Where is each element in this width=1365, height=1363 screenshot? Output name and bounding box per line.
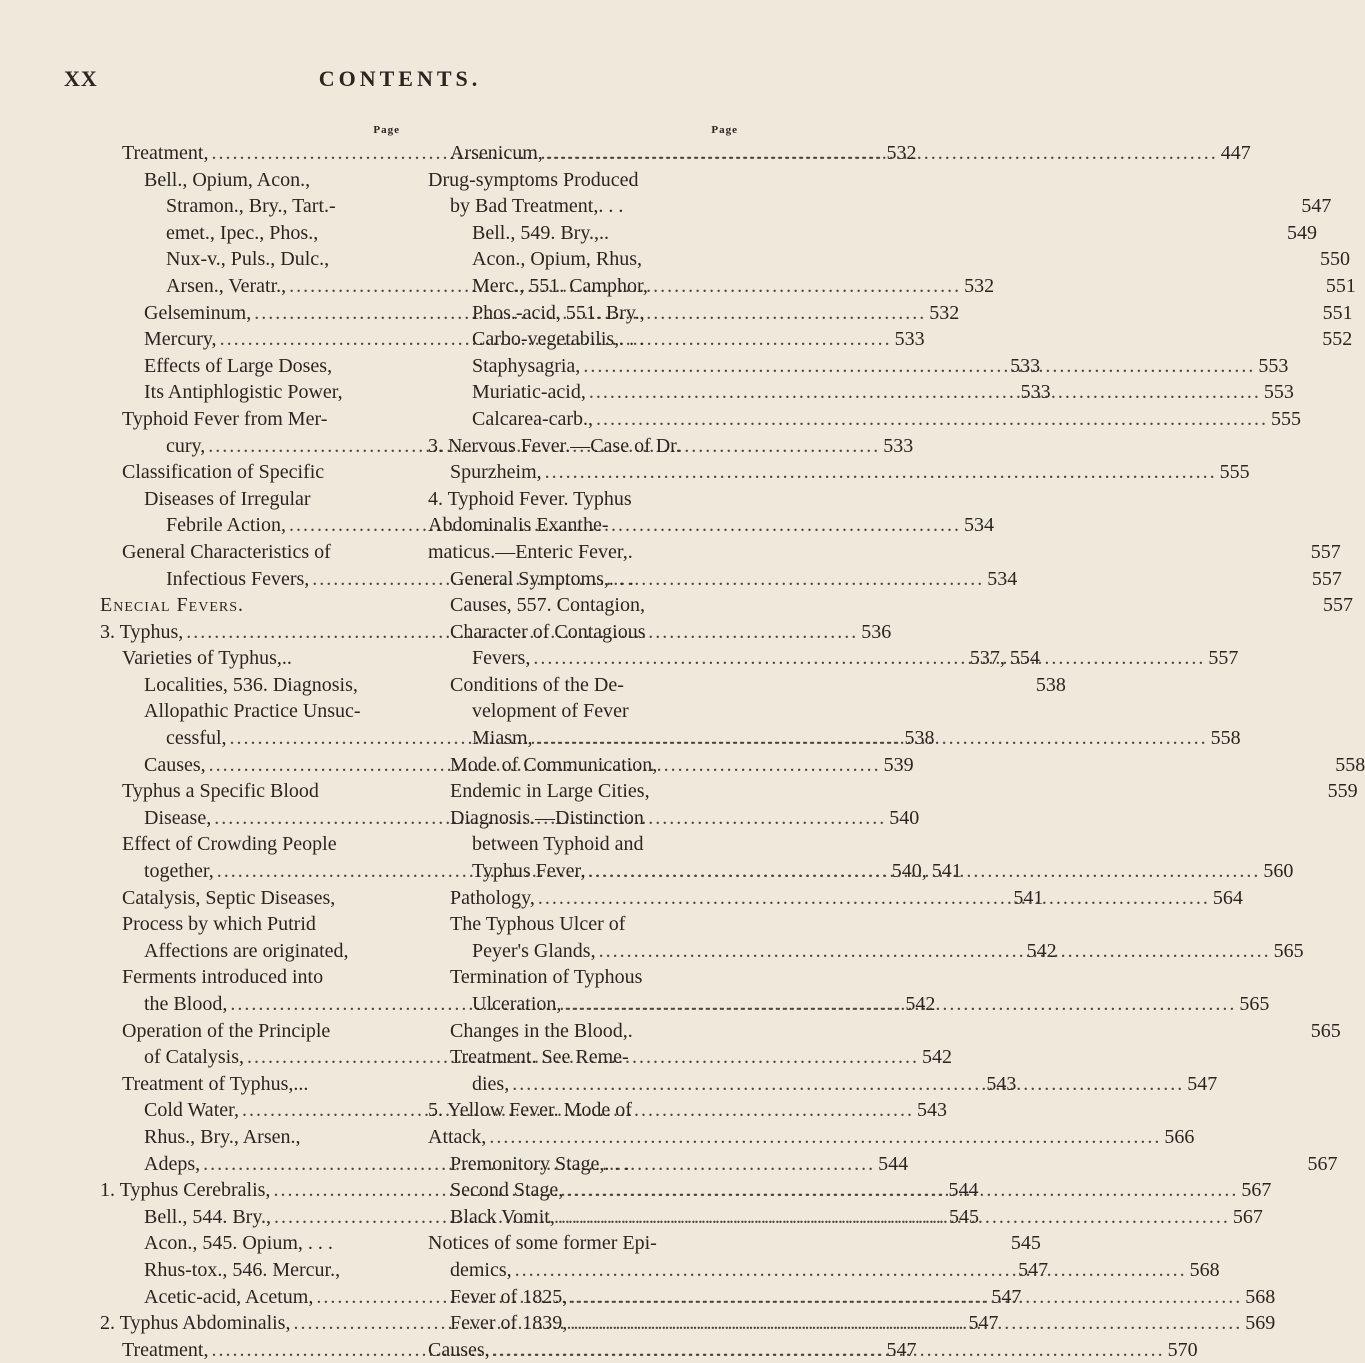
entry-text: Second Stage, [450,1179,564,1202]
toc-entry [428,911,738,938]
entry-text: cury, [166,434,206,457]
entry-text: together, [144,860,214,883]
entry-page-number: 567 [1307,1152,1338,1175]
entry-text: Arsenicum, [450,142,543,164]
entry-text: Fever of 1825, [450,1285,568,1308]
entry-text: demics, [450,1258,512,1281]
entry-page-number: 560 [1263,860,1294,883]
entry-text: dies, [472,1072,510,1095]
entry-text: by Bad Treatment,. . . [450,195,624,218]
toc-entry [428,1044,738,1071]
entry-text: 3. Typhus, [100,620,184,643]
entry-text: Acon., Opium, Rhus, [472,248,642,271]
entry-text: Pathology, [450,886,535,909]
entry-text: Typhus a Specific Blood [122,780,319,803]
entry-text: 3. Nervous Fever.—Case of Dr. [428,434,681,457]
toc-entry [100,778,400,805]
entry-text: General Characteristics of [122,540,331,563]
dot-leader [512,1071,1184,1098]
entry-page-number: 551 [1325,274,1356,297]
dot-leader [546,140,1218,167]
toc-entry [100,911,400,938]
dot-leader [545,459,1217,486]
dot-leader [583,353,1255,380]
entry-page-number: 547 [1187,1072,1218,1095]
entry-text: 4. Typhoid Fever. Typhus [428,487,632,510]
entry-page-number: 568 [1245,1285,1276,1308]
entry-text: Diseases of Irregular [144,487,311,510]
entry-page-number: 543 [916,1099,947,1122]
entry-page-number: 566 [1164,1125,1195,1148]
entry-text: velopment of Fever [472,700,629,723]
dot-leader [489,1124,1161,1151]
entry-text: Peyer's Glands, [472,939,596,962]
dot-leader [566,1177,1238,1204]
toc-entry [428,1018,1341,1045]
entry-page-number: 541 [1013,886,1044,909]
entry-page-number: 540 [889,806,920,829]
entry-text: Arsen., Veratr., [166,274,287,297]
toc-entry [428,672,738,699]
entry-text: Rhus-tox., 546. Mercur., [144,1258,341,1281]
entry-text: 2. Typhus Abdominalis, [100,1312,291,1335]
entry-text: Muriatic-acid, [472,381,586,404]
entry-text: Merc., 551. Camphor, [472,274,648,297]
toc-entry [100,1018,400,1045]
toc-entry [428,433,738,460]
entry-text: Spurzheim, [450,461,542,484]
entry-text: the Blood, [144,993,228,1015]
entry-text: Termination of Typhous [450,966,643,989]
entry-text: Calcarea-carb., [472,407,594,430]
entry-text: Fevers, [472,647,531,670]
toc-entry [428,1124,1195,1151]
entry-page-number: 570 [1167,1338,1198,1361]
entry-text: Abdominalis Exanthe- [428,514,609,537]
entry-page-number: 544 [948,1179,979,1202]
entry-page-number: 559 [1327,780,1358,803]
entry-page-number: 533 [1010,354,1041,377]
entry-text: Attack, [428,1125,487,1148]
entry-text: Carbo-vegetabilis,. . . [472,328,645,351]
entry-text: Disease, [144,806,212,829]
entry-text: Febrile Action, [166,514,286,537]
toc-entry [100,193,400,220]
entry-text: General Symptoms,. . . [450,567,634,590]
entry-page-number: 555 [1271,407,1302,430]
entry-page-number: 564 [1212,886,1243,909]
entry-page-number: 545 [949,1205,980,1228]
toc-entry [100,698,400,725]
entry-text: Causes, 557. Contagion, [450,594,645,617]
entry-text: Miasm, [472,727,533,750]
entry-page-number: 533 [883,434,914,457]
entry-text: Ulceration, [472,993,562,1015]
entry-text: Typhus Fever, [472,860,586,883]
entry-text: Enecial Fevers. [100,594,245,617]
toc-entry [428,459,1250,486]
entry-text: 5. Yellow Fever. Mode of [428,1099,632,1122]
entry-page-number: 557 [1323,594,1353,617]
entry-page-number: 534 [963,514,994,537]
dot-leader [538,885,1210,912]
dot-leader [558,1204,1230,1231]
toc-entry [100,167,400,194]
toc-entry [428,1230,738,1257]
entry-page-number: 557 [1311,567,1342,590]
dot-leader [570,1284,1242,1311]
entry-page-number: 542 [1026,939,1057,962]
entry-page-number: 536 [861,620,892,643]
entry-text: Localities, 536. Diagnosis, [144,673,358,696]
entry-text: Acon., 545. Opium, . . . [144,1232,333,1255]
toc-entry [100,831,400,858]
dot-leader [599,938,1271,965]
dot-leader [564,991,1236,1018]
toc-entry [100,592,400,619]
toc-entry [100,964,400,991]
entry-page-number: 558 [1210,727,1241,750]
entry-text: Allopathic Practice Unsuc- [144,700,361,723]
entry-text: The Typhous Ulcer of [450,913,626,936]
entry-text: Diagnosis.—Distinction [450,806,644,829]
entry-text: Bell., 549. Bry.,.. [472,221,610,244]
entry-page-number: 551 [1322,301,1353,324]
entry-text: Rhus., Bry., Arsen., [144,1125,301,1148]
entry-text: Cold Water, [144,1099,239,1122]
entry-page-number: 565 [1239,993,1270,1015]
entry-text: Conditions of the De- [450,673,624,696]
entry-text: Effects of Large Doses, [144,354,333,377]
toc-entry [428,619,738,646]
entry-text: Catalysis, Septic Diseases, [122,886,336,909]
toc-entry [100,246,400,273]
entry-text: Stramon., Bry., Tart.- [166,195,336,218]
entry-text: 1. Typhus Cerebralis, [100,1179,271,1202]
entry-text: emet., Ipec., Phos., [166,221,319,244]
entry-text: Treatment. See Reme- [450,1046,629,1069]
dot-leader [596,406,1268,433]
entry-page-number: 547 [968,1312,999,1335]
entry-page-number: 545 [1010,1232,1041,1255]
dot-leader [536,725,1208,752]
entry-text: Treatment, [122,142,209,164]
entry-page-number: 532 [964,274,995,297]
entry-page-number: 552 [1322,328,1353,351]
entry-text: Drug-symptoms Produced [428,168,639,191]
entry-page-number: 553 [1258,354,1289,377]
entry-text: between Typhoid and [472,833,644,856]
entry-text: Its Antiphlogistic Power, [144,381,343,404]
toc-entry [100,459,400,486]
entry-page-number: 555 [1219,461,1250,484]
dot-leader [588,858,1260,885]
entry-text: Adeps, [144,1152,201,1175]
entry-text: Treatment, [122,1338,209,1361]
entry-page-number: 557 [1310,540,1341,563]
dot-leader [533,645,1205,672]
entry-text: cessful, [166,727,227,750]
entry-text: of Catalysis, [144,1046,244,1069]
entry-page-number: 533 [1020,381,1051,404]
page-header [0,66,800,106]
entry-text: Endemic in Large Cities, [450,780,650,803]
entry-page-number: 539 [883,753,914,776]
entry-text: Notices of some former Epi- [428,1232,657,1255]
toc-entry [100,220,400,247]
dot-leader [570,1310,1242,1337]
entry-page-number: 569 [1245,1312,1276,1335]
toc-entry [428,698,738,725]
entry-text: Premonitory Stage,. . . [450,1152,630,1175]
entry-text: Bell., Opium, Acon., [144,168,311,191]
entry-page-number: 447 [1220,142,1251,164]
entry-page-number: 550 [1320,248,1350,271]
toc-entry [428,486,738,513]
entry-page-number: 553 [1263,381,1294,404]
entry-page-number: 557 [1208,647,1239,670]
entry-page-number: 565 [1310,1019,1341,1042]
entry-text: Operation of the Principle [122,1019,331,1042]
entry-text: Changes in the Blood,. [450,1019,633,1042]
entry-page-number: 544 [878,1152,909,1175]
toc-entry [428,592,1353,619]
entry-text: Typhoid Fever from Mer- [122,407,328,430]
entry-page-number: 568 [1189,1258,1220,1281]
entry-page-number: 532 [886,142,917,164]
entry-page-number: 547 [991,1285,1022,1308]
entry-page-number: 565 [1273,939,1304,962]
entry-text: Ferments introduced into [122,966,324,989]
entry-page-number: 547 [1301,195,1332,218]
entry-text: Causes, [428,1338,490,1361]
entry-text: Affections are originated, [144,939,349,962]
entry-text: Bell., 544. Bry., [144,1205,272,1228]
entry-page-number: 547 [886,1338,917,1361]
toc-entry [428,406,1302,433]
entry-text: Mercury, [144,328,217,351]
entry-text: Acetic-acid, Acetum, [144,1285,314,1308]
entry-text: Gelseminum, [144,301,252,324]
toc-entry [428,512,738,539]
entry-text: Fever of 1839, [450,1312,568,1335]
entry-text: Mode of Communication, [450,753,658,776]
entry-page-number: 549 [1287,221,1318,244]
toc-entry [428,220,1318,247]
entry-page-number: 542 [922,1046,952,1069]
entry-text: Black Vomit, [450,1205,555,1228]
entry-text: Nux-v., Puls., Dulc., [166,248,330,271]
entry-text: Treatment of Typhus,... [122,1072,309,1095]
toc-entry [428,167,738,194]
dot-leader [515,1257,1187,1284]
toc-entry [100,486,400,513]
entry-page-number: 547 [1018,1258,1049,1281]
entry-page-number: 538 [1035,673,1066,696]
entry-page-number: 537, 554 [969,647,1040,670]
toc-entry [428,778,1358,805]
entry-text: Effect of Crowding People [122,833,337,856]
dot-leader [493,1337,1165,1363]
page-title: CONTENTS. [318,66,482,91]
toc-entry [428,539,1341,566]
entry-page-number: 543 [986,1072,1017,1095]
entry-text: Process by which Putrid [122,913,316,936]
entry-page-number: 532 [929,301,960,324]
page-number: XX [64,66,98,91]
entry-text: Infectious Fevers, [166,567,310,590]
toc-entry [100,1124,400,1151]
toc-entry [428,831,738,858]
entry-text: Causes, [144,753,206,776]
entry-text: maticus.—Enteric Fever,. [428,540,633,563]
entry-page-number: 534 [987,567,1018,590]
dot-leader [589,379,1261,406]
entry-page-number: 538 [904,727,935,750]
toc-entry [100,406,400,433]
entry-page-number: 533 [894,328,925,351]
entry-text: Phos.-acid, 551. Bry., [472,301,645,324]
toc-entry [100,539,400,566]
entry-text: Staphysagria, [472,354,581,377]
entry-page-number: 567 [1232,1205,1263,1228]
entry-page-number: 540, 541 [891,860,962,883]
toc-entry [428,193,1332,220]
entry-page-number: 558 [1335,753,1365,776]
toc-entry [428,964,738,991]
toc-entry [428,246,1350,273]
entry-page-number: 567 [1241,1179,1272,1202]
toc-entry [428,805,738,832]
entry-page-number: 542 [905,993,936,1015]
entry-text: Classification of Specific [122,461,325,484]
page-column-label: Page [373,124,400,136]
entry-text: Character of Contagious [450,620,646,643]
toc-entry [428,1097,738,1124]
page-column-label: Page [711,124,738,136]
entry-text: Varieties of Typhus,.. [122,647,292,670]
